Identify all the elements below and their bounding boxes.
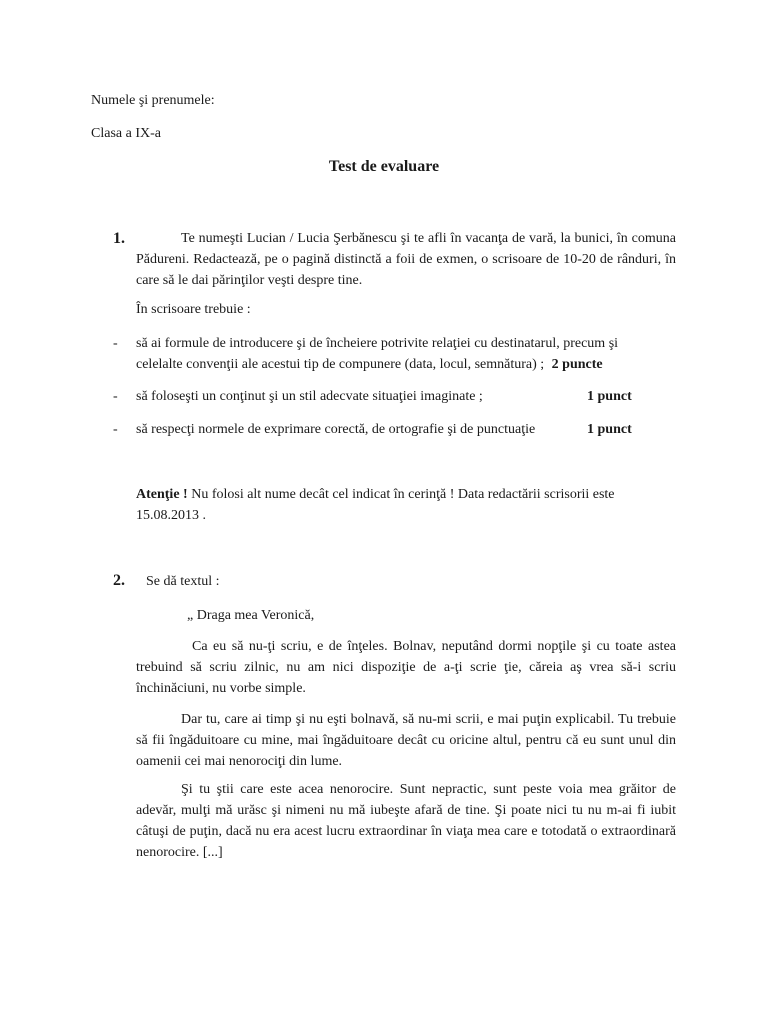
- letter-paragraph: Dar tu, care ai timp şi nu eşti bolnavă, să nu-mi scrii, e mai puţin explicabil. Tu trebuie să fii îngăduitoare cu mine, mai îngăduitoare decât cu oricine altul, pentru că eu sunt unul din oamenii cei mai nenorociţi din lume.: [136, 712, 676, 769]
- list-bullet: -: [113, 336, 118, 351]
- task-1-requirements-label: În scrisoare trebuie :: [136, 302, 251, 317]
- task-2-number: 2.: [113, 572, 125, 589]
- task-1-number: 1.: [113, 230, 125, 247]
- list-bullet: -: [113, 422, 118, 437]
- points-label: 2 puncte: [551, 357, 603, 372]
- class-label: Clasa a IX-a: [91, 126, 161, 141]
- points-label: 1 punct: [587, 422, 632, 437]
- points-label: 1 punct: [587, 389, 632, 404]
- attention-text: Nu folosi alt nume decât cel indicat în cerinţă ! Data redactării scrisorii este 15.08.2013 .: [136, 487, 615, 523]
- page-title: Test de evaluare: [328, 158, 440, 175]
- letter-paragraph: Ca eu să nu-ţi scriu, e de înţeles. Bolnav, neputând dormi nopţile şi cu toate astea trebuind să scriu zilnic, nu am nici dispoziţie de a-ţi scrie ţie, căreia aş vrea să-i scriu închinăciuni, nu vorbe simple.: [136, 639, 676, 696]
- name-label: Numele şi prenumele:: [91, 93, 215, 108]
- list-item-text: să ai formule de introducere şi de încheiere potrivite relaţiei cu destinatarul, precum şi celelalte convenţii ale acestui tip de compunere (data, locul, semnătura) ; 2 puncte: [136, 336, 619, 372]
- task-1-intro: Te numeşti Lucian / Lucia Şerbănescu şi te afli în vacanţa de vară, la bunici, în comuna Pădureni. Redactează, pe o pagină distinctă a foii de exmen, o scrisoare de 10-20 de rânduri, în care să le dai părinţilor veşti despre tine.: [136, 231, 676, 288]
- letter-paragraph: Şi tu ştii care este acea nenorocire. Sunt nepractic, sunt peste voia mea grăitor de adevăr, mulţi mă urăsc şi nimeni nu mă iubeşte afară de tine. Şi poate nici tu nu m-ai fi iubit câtuşi de puţin, dacă nu era acest lucru extraordinar în viaţa mea care e totodată o extraordinară nenorocire. [...]: [136, 782, 676, 860]
- letter-salutation: „ Draga mea Veronică,: [187, 608, 315, 623]
- attention-label: Atenţie !: [136, 487, 188, 502]
- attention-note: [136, 484, 661, 526]
- list-item-text: să foloseşti un conţinut şi un stil adecvate situaţiei imaginate ;: [136, 389, 483, 404]
- list-bullet: -: [113, 389, 118, 404]
- list-item-text: să respecţi normele de exprimare corectă, de ortografie şi de punctuaţie: [136, 422, 536, 437]
- task-2-intro: Se dă textul :: [146, 574, 220, 589]
